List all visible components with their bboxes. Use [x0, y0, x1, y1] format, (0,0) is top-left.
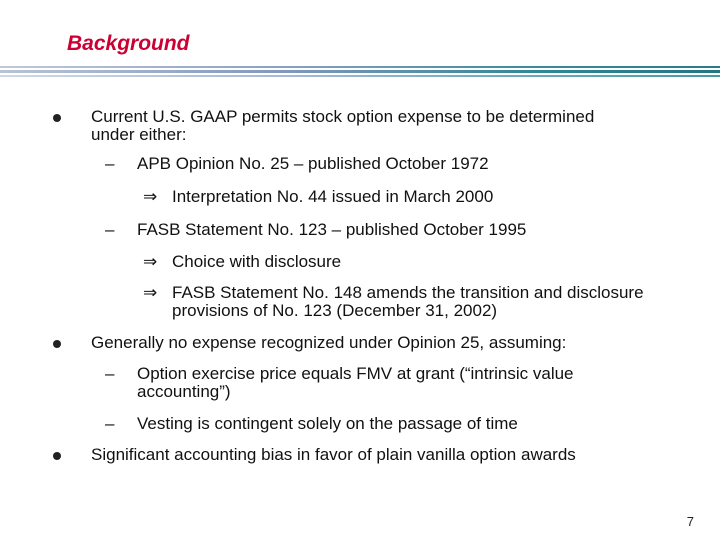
bullet-text: Current U.S. GAAP permits stock option expense to be determined under either:: [91, 107, 595, 144]
implies-arrow-icon: ⇒: [143, 283, 158, 302]
bullet-text: Generally no expense recognized under Opinion 25, assuming:: [91, 333, 567, 352]
bullet-text: Significant accounting bias in favor of plain vanilla option awards: [91, 445, 576, 464]
bullet-icon: [53, 452, 61, 460]
sub-bullet-text: FASB Statement No. 123 – published October 1995: [137, 220, 527, 239]
implies-arrow-icon: ⇒: [143, 187, 158, 206]
bullet-icon: [53, 340, 61, 348]
dash-icon: –: [105, 220, 115, 239]
slide-title: Background: [67, 32, 190, 55]
sub-bullet-text: APB Opinion No. 25 – published October 1972: [137, 154, 489, 173]
bullet-icon: [53, 114, 61, 122]
sub-bullet-text: Option exercise price equals FMV at grant (“intrinsic value accounting”): [137, 364, 574, 401]
sub-sub-bullet-text: Choice with disclosure: [172, 252, 342, 271]
dash-icon: –: [105, 414, 115, 433]
dash-icon: –: [105, 364, 115, 383]
dash-icon: –: [105, 154, 115, 173]
sub-sub-bullet-text: FASB Statement No. 148 amends the transition and disclosure provisions of No. 123 (December 31, 2002): [172, 283, 644, 320]
implies-arrow-icon: ⇒: [143, 252, 158, 271]
sub-sub-bullet-text: Interpretation No. 44 issued in March 2000: [172, 187, 494, 206]
sub-bullet-text: Vesting is contingent solely on the passage of time: [137, 414, 518, 433]
page-number: 7: [686, 514, 694, 529]
